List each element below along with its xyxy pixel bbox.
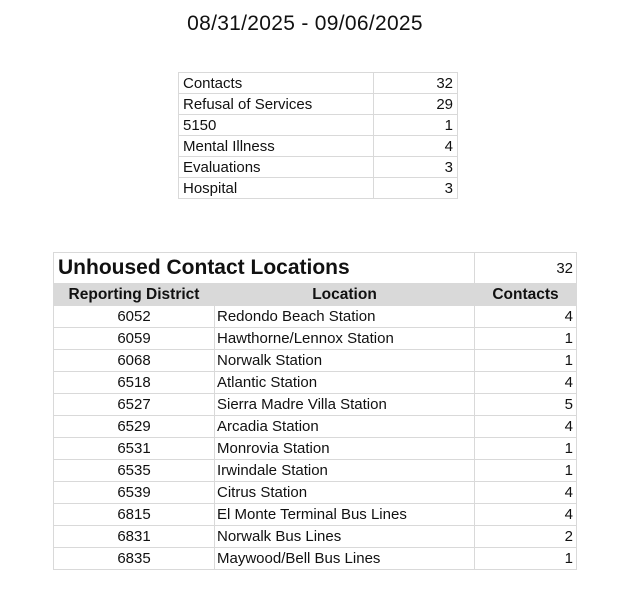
contacts-cell: 4 (475, 504, 577, 526)
table-row (54, 328, 577, 350)
contacts-cell: 4 (475, 482, 577, 504)
location-cell: Arcadia Station (215, 416, 475, 438)
summary-label: 5150 (179, 115, 374, 136)
district-cell: 6531 (54, 438, 215, 460)
contacts-cell: 4 (475, 416, 577, 438)
locations-total: 32 (475, 253, 577, 284)
table-row (54, 482, 577, 504)
locations-title-row (54, 253, 577, 284)
location-cell: Sierra Madre Villa Station (215, 394, 475, 416)
district-cell: 6815 (54, 504, 215, 526)
locations-header-row (54, 284, 577, 306)
table-row (54, 460, 577, 482)
summary-row (179, 115, 458, 136)
table-row (54, 438, 577, 460)
summary-row (179, 94, 458, 115)
district-cell: 6527 (54, 394, 215, 416)
location-cell: El Monte Terminal Bus Lines (215, 504, 475, 526)
contacts-cell: 2 (475, 526, 577, 548)
contacts-cell: 1 (475, 460, 577, 482)
summary-row (179, 178, 458, 199)
table-row (54, 416, 577, 438)
contacts-cell: 1 (475, 350, 577, 372)
table-row (54, 548, 577, 570)
summary-table (178, 72, 458, 199)
district-cell: 6831 (54, 526, 215, 548)
header-location: Location (215, 284, 475, 306)
contacts-cell: 4 (475, 306, 577, 328)
summary-value: 1 (374, 115, 458, 136)
district-cell: 6518 (54, 372, 215, 394)
locations-table (53, 252, 577, 570)
location-cell: Atlantic Station (215, 372, 475, 394)
table-row (54, 394, 577, 416)
summary-label: Refusal of Services (179, 94, 374, 115)
table-row (54, 372, 577, 394)
district-cell: 6529 (54, 416, 215, 438)
table-row (54, 526, 577, 548)
location-cell: Hawthorne/Lennox Station (215, 328, 475, 350)
summary-label: Mental Illness (179, 136, 374, 157)
location-cell: Norwalk Bus Lines (215, 526, 475, 548)
district-cell: 6068 (54, 350, 215, 372)
district-cell: 6835 (54, 548, 215, 570)
contacts-cell: 1 (475, 438, 577, 460)
summary-row (179, 136, 458, 157)
summary-value: 4 (374, 136, 458, 157)
summary-value: 29 (374, 94, 458, 115)
table-row (54, 350, 577, 372)
location-cell: Irwindale Station (215, 460, 475, 482)
summary-label: Hospital (179, 178, 374, 199)
contacts-cell: 4 (475, 372, 577, 394)
summary-value: 32 (374, 73, 458, 94)
header-contacts: Contacts (475, 284, 577, 306)
district-cell: 6059 (54, 328, 215, 350)
table-row (54, 306, 577, 328)
district-cell: 6052 (54, 306, 215, 328)
summary-value: 3 (374, 178, 458, 199)
table-row (54, 504, 577, 526)
summary-label: Contacts (179, 73, 374, 94)
header-reporting-district: Reporting District (54, 284, 215, 306)
location-cell: Monrovia Station (215, 438, 475, 460)
summary-value: 3 (374, 157, 458, 178)
location-cell: Citrus Station (215, 482, 475, 504)
location-cell: Norwalk Station (215, 350, 475, 372)
contacts-cell: 1 (475, 548, 577, 570)
locations-title: Unhoused Contact Locations (54, 253, 475, 284)
district-cell: 6539 (54, 482, 215, 504)
summary-row (179, 157, 458, 178)
contacts-cell: 5 (475, 394, 577, 416)
location-cell: Redondo Beach Station (215, 306, 475, 328)
location-cell: Maywood/Bell Bus Lines (215, 548, 475, 570)
contacts-cell: 1 (475, 328, 577, 350)
summary-row (179, 73, 458, 94)
summary-label: Evaluations (179, 157, 374, 178)
date-range-title: 08/31/2025 - 09/06/2025 (187, 12, 423, 35)
district-cell: 6535 (54, 460, 215, 482)
